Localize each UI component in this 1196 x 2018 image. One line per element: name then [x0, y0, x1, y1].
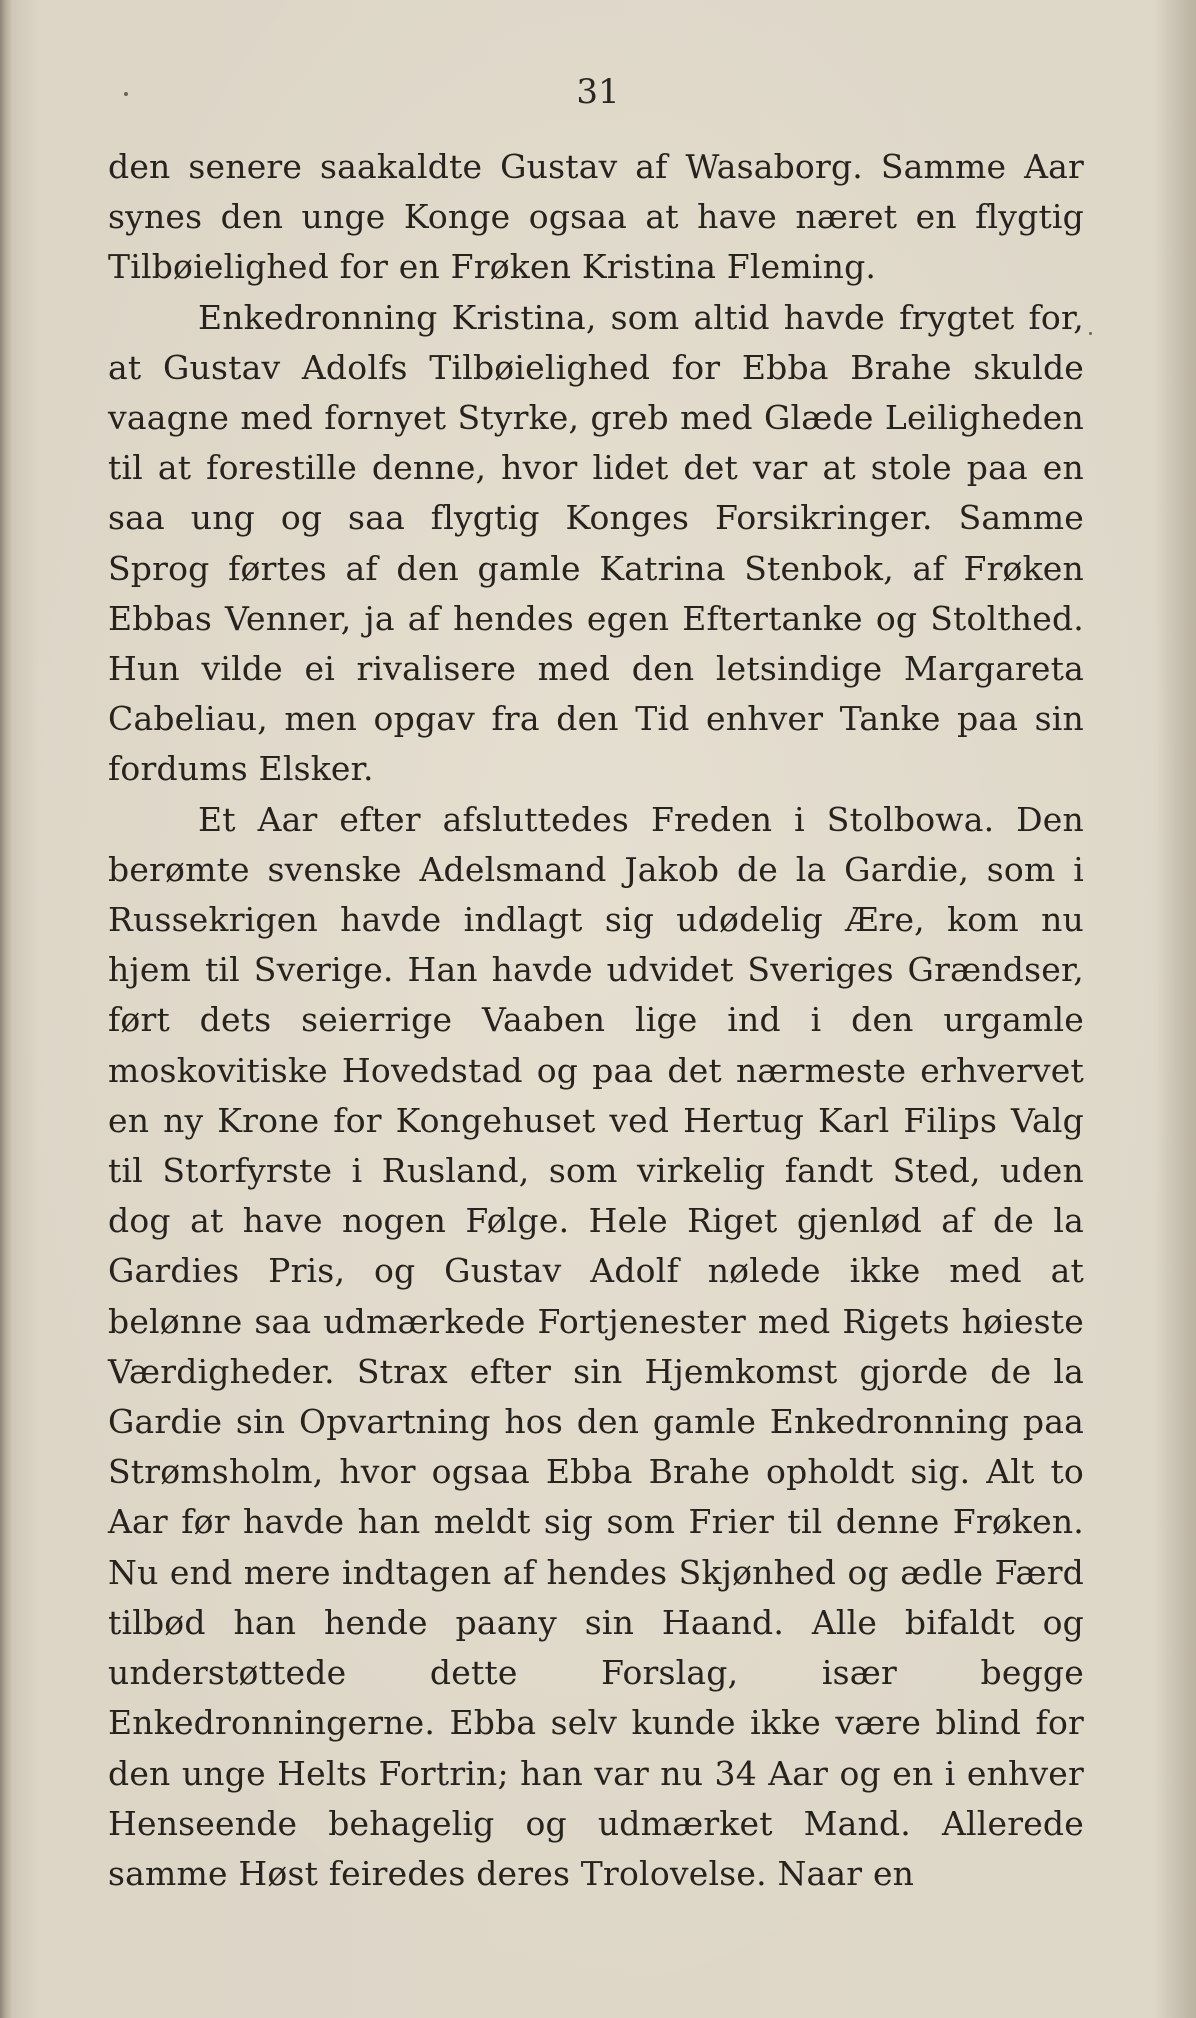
page-binding-edge	[0, 0, 12, 2018]
page-body-text	[108, 142, 1084, 1899]
page-right-edge	[1156, 0, 1196, 2018]
paragraph-enkedronning: Enkedronning Kristina, som altid havde frygtet for, at Gustav Adolfs Tilbøielighed for Ebba Brahe skulde vaagne med fornyet Styrke, greb med Glæde Leiligheden til at forestille denne, hvor lidet det var at stole paa en saa ung og saa flygtig Konges Forsikringer. Samme Sprog førtes af den gamle Katrina Stenbok, af Frøken Ebbas Venner, ja af hendes egen Eftertanke og Stolthed. Hun vilde ei rivalisere med den letsindige Margareta Cabeliau, men opgav fra den Tid enhver Tanke paa sin fordums Elsker.	[108, 297, 1084, 789]
page-number: 31	[576, 72, 620, 112]
paper-speck	[1089, 332, 1092, 335]
paragraph-freden: Et Aar efter afsluttedes Freden i Stolbowa. Den berømte svenske Adelsmand Jakob de la Gardie, som i Russekrigen havde indlagt sig udødelig Ære, kom nu hjem til Sverige. Han havde udvidet Sveriges Grændser, ført dets seierrige Vaaben lige ind i den urgamle moskovitiske Hovedstad og paa det nærmeste erhvervet en ny Krone for Kongehuset ved Hertug Karl Filips Valg til Storfyrste i Rusland, som virkelig fandt Sted, uden dog at have nogen Følge. Hele Riget gjenlød af de la Gardies Pris, og Gustav Adolf nølede ikke med at belønne saa udmærkede Fortjenester med Rigets høieste Værdigheder. Strax efter sin Hjemkomst gjorde de la Gardie sin Opvartning hos den gamle Enkedronning paa Strømsholm, hvor ogsaa Ebba Brahe opholdt sig. Alt to Aar før havde han meldt sig som Frier til denne Frøken. Nu end mere indtagen af hendes Skjønhed og ædle Færd tilbød han hende paany sin Haand. Alle bifaldt og understøttede dette Forslag, især begge Enkedronningerne. Ebba selv kunde ikke være blind for den unge Helts Fortrin; han var nu 34 Aar og en i enhver Henseende behagelig og udmærket Mand. Allerede samme Høst feiredes deres Trolovelse. Naar en	[108, 799, 1084, 1893]
paragraph-continuation: den senere saakaldte Gustav af Wasaborg. Samme Aar synes den unge Konge ogsaa at have næret en flygtig Tilbøielighed for en Frøken Kristina Fleming.	[108, 147, 1084, 287]
